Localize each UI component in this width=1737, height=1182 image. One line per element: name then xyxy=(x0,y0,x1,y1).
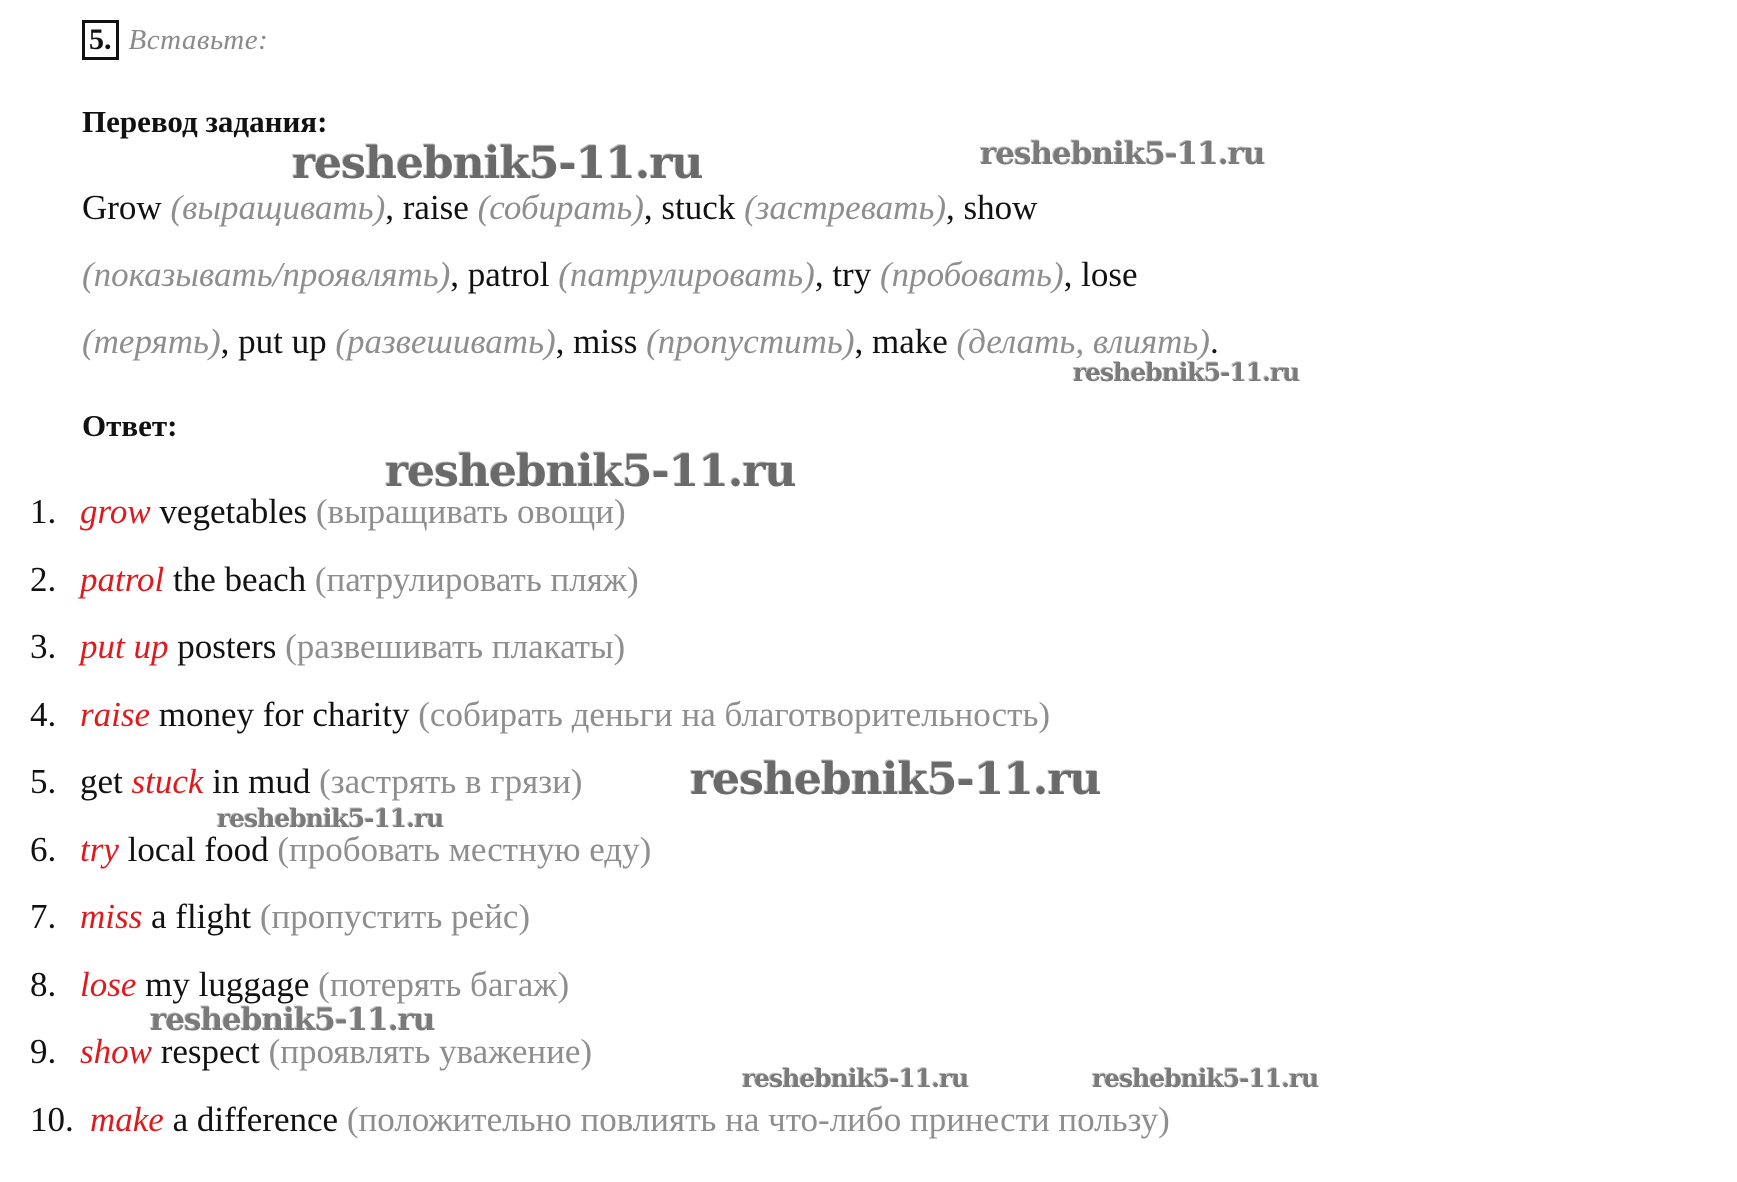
translation-word: , patrol xyxy=(450,255,559,294)
answer-number: 6. xyxy=(30,829,57,869)
answer-item xyxy=(30,830,1170,898)
answer-text: in mud xyxy=(203,762,320,801)
answer-keyword: lose xyxy=(80,964,137,1004)
answer-heading: Ответ: xyxy=(82,408,178,443)
exercise-instruction: Вставьте: xyxy=(128,23,269,56)
answer-number: 5. xyxy=(30,762,57,801)
answer-number: 4. xyxy=(30,694,57,734)
answer-translation: (собирать деньги на благотворительность) xyxy=(418,694,1051,734)
answer-list xyxy=(30,492,1170,1167)
answer-keyword: miss xyxy=(80,897,143,936)
watermark: reshebnik5-11.ru xyxy=(217,804,444,833)
answer-translation: (развешивать плакаты) xyxy=(285,627,626,666)
translation-word: , stuck xyxy=(643,188,745,227)
answer-text: a difference xyxy=(163,1099,347,1139)
translation-gloss: (пропустить) xyxy=(646,322,855,361)
watermark: reshebnik5-11.ru xyxy=(150,1002,435,1038)
answer-text: vegetables xyxy=(150,492,316,531)
answer-number: 10. xyxy=(30,1099,74,1139)
translation-word: , make xyxy=(854,322,957,361)
translation-gloss: (выращивать) xyxy=(170,188,386,227)
watermark: reshebnik5-11.ru xyxy=(1092,1064,1319,1093)
answer-item xyxy=(30,695,1170,763)
answer-keyword: show xyxy=(80,1032,152,1071)
translation-gloss: (патрулировать) xyxy=(558,255,815,294)
watermark: reshebnik5-11.ru xyxy=(742,1064,969,1093)
answer-keyword: put up xyxy=(80,627,169,666)
answer-text: my luggage xyxy=(136,964,319,1004)
translation-word: , lose xyxy=(1063,255,1138,294)
answer-item xyxy=(30,627,1170,695)
translation-heading: Перевод задания: xyxy=(82,104,328,139)
answer-item xyxy=(30,492,1170,560)
translation-word: , miss xyxy=(555,322,647,361)
answer-text: a flight xyxy=(142,897,260,936)
exercise-number: 5. xyxy=(82,20,119,60)
watermark: reshebnik5-11.ru xyxy=(980,136,1265,172)
translation-gloss: (терять) xyxy=(82,322,221,361)
answer-keyword: make xyxy=(90,1099,164,1139)
answer-text: local food xyxy=(118,829,278,869)
answer-keyword: stuck xyxy=(131,762,204,801)
answer-keyword: try xyxy=(80,829,119,869)
answer-translation: (пропустить рейс) xyxy=(259,897,531,936)
answer-number: 8. xyxy=(30,964,57,1004)
translation-gloss: (развешивать) xyxy=(335,322,556,361)
answer-keyword: patrol xyxy=(80,559,165,599)
translation-word: , show xyxy=(946,188,1038,227)
exercise-header xyxy=(82,20,268,60)
answer-translation: (патрулировать пляж) xyxy=(314,559,639,599)
answer-number: 7. xyxy=(30,897,57,936)
answer-item xyxy=(30,1032,1170,1100)
watermark: reshebnik5-11.ru xyxy=(385,446,796,497)
translation-line xyxy=(82,255,1138,295)
watermark: reshebnik5-11.ru xyxy=(1073,358,1300,387)
answer-number: 3. xyxy=(30,627,57,666)
answer-number: 1. xyxy=(30,492,57,531)
answer-translation: (выращивать овощи) xyxy=(315,492,626,531)
answer-number: 9. xyxy=(30,1032,57,1071)
answer-item xyxy=(30,897,1170,965)
answer-text: money for charity xyxy=(150,694,419,734)
answer-translation: (пробовать местную еду) xyxy=(277,829,652,869)
answer-text: get xyxy=(80,762,132,801)
answer-item xyxy=(30,965,1170,1033)
answer-keyword: raise xyxy=(80,694,150,734)
answer-translation: (проявлять уважение) xyxy=(268,1032,593,1071)
translation-word: , raise xyxy=(385,188,478,227)
answer-text: respect xyxy=(151,1032,269,1071)
answer-keyword: grow xyxy=(80,492,151,531)
translation-gloss: (пробовать) xyxy=(879,255,1064,294)
answer-item xyxy=(30,1100,1170,1168)
watermark: reshebnik5-11.ru xyxy=(292,138,703,189)
answer-number: 2. xyxy=(30,559,57,599)
translation-gloss: (собирать) xyxy=(477,188,644,227)
translation-word: , try xyxy=(814,255,880,294)
translation-word: . xyxy=(1209,322,1219,361)
translation-gloss: (показывать/проявлять) xyxy=(82,255,451,294)
translation-gloss: (делать, влиять) xyxy=(956,322,1210,361)
answer-text: posters xyxy=(168,627,286,666)
translation-word: Grow xyxy=(82,188,171,227)
answer-translation: (потерять багаж) xyxy=(318,964,570,1004)
translation-line xyxy=(82,188,1037,228)
answer-translation: (застрять в грязи) xyxy=(319,762,583,801)
translation-line xyxy=(82,322,1219,362)
translation-word: , put up xyxy=(220,322,336,361)
answer-item xyxy=(30,560,1170,628)
watermark: reshebnik5-11.ru xyxy=(690,754,1101,805)
translation-gloss: (застревать) xyxy=(744,188,947,227)
answer-translation: (положительно повлиять на что-либо принести пользу) xyxy=(346,1099,1170,1139)
answer-item xyxy=(30,762,1170,830)
answer-text: the beach xyxy=(164,559,315,599)
